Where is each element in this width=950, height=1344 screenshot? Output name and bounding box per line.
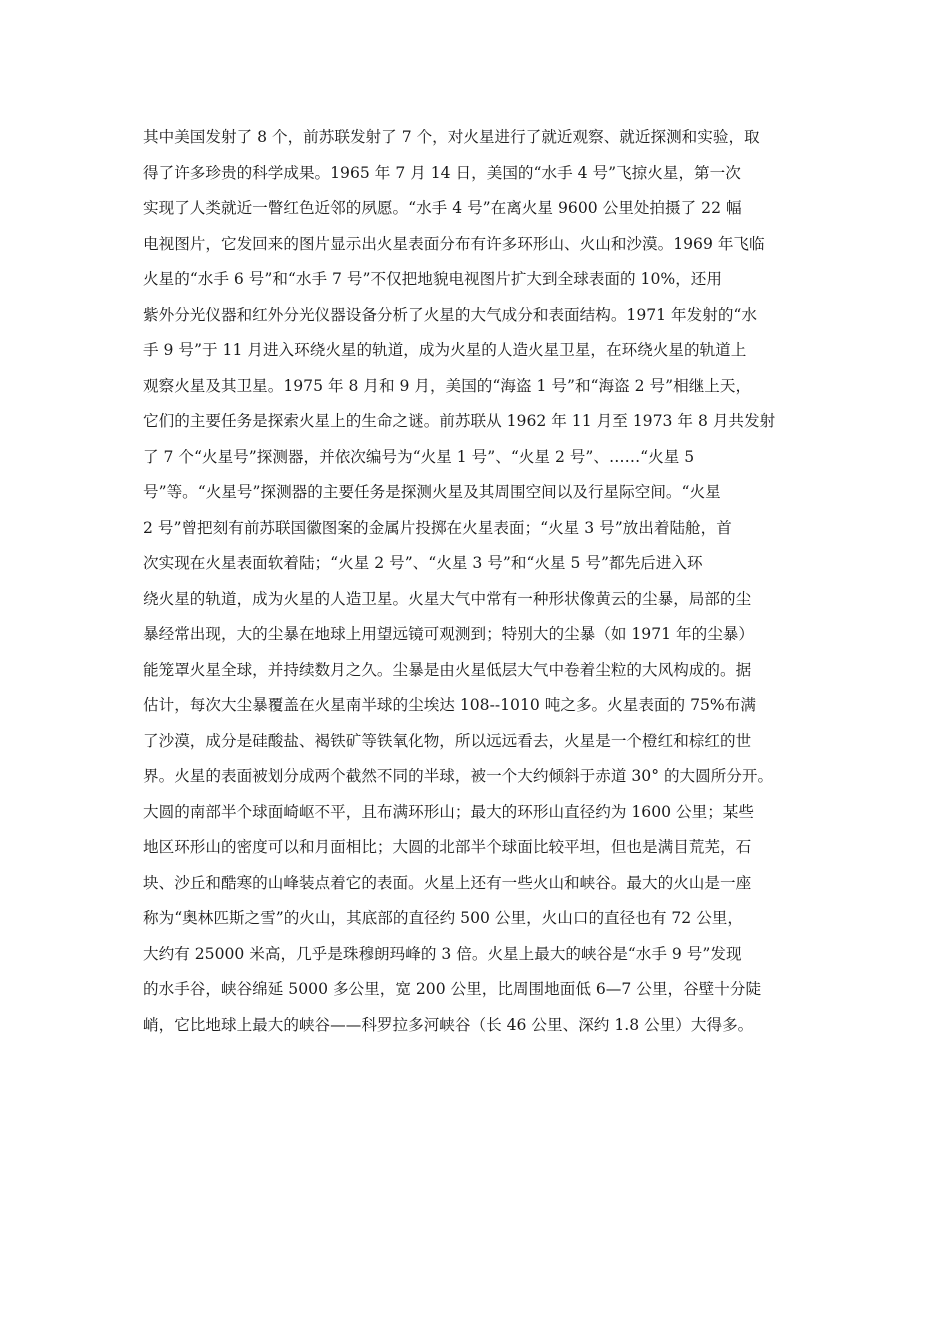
text-line: 绕火星的轨道，成为火星的人造卫星。火星大气中常有一种形状像黄云的尘暴，局部的尘 (143, 589, 752, 608)
text-line: 能笼罩火星全球，并持续数月之久。尘暴是由火星低层大气中卷着尘粒的大风构成的。据 (143, 660, 752, 679)
text-line: 观察火星及其卫星。1975 年 8 月和 9 月，美国的“海盗 1 号”和“海盗 2 号”相继上天， (143, 376, 752, 395)
text-line: 称为“奥林匹斯之雪”的火山，其底部的直径约 500 公里，火山口的直径也有 72 公里， (143, 909, 743, 927)
text-line: 估计，每次大尘暴覆盖在火星南半球的尘埃达 108--1010 吨之多。火星表面的 75%布满 (143, 696, 756, 714)
text-line: 了 7 个“火星号”探测器，并依次编号为“火星 1 号”、“火星 2 号”、……“火星 5 (143, 447, 695, 466)
text-line: 暴经常出现，大的尘暴在地球上用望远镜可观测到；特别大的尘暴（如 1971 年的尘暴） (143, 625, 754, 643)
text-line: 界。火星的表面被划分成两个截然不同的半球，被一个大约倾斜于赤道 30° 的大圆所分开。 (143, 767, 774, 785)
text-line: 2 号”曾把刻有前苏联国徽图案的金属片投掷在火星表面；“火星 3 号”放出着陆舱，首 (143, 518, 732, 537)
text-line: 实现了人类就近一瞥红色近邻的夙愿。“水手 4 号”在离火星 9600 公里处拍摄了 22 幅 (143, 199, 742, 217)
text-line: 号”等。“火星号”探测器的主要任务是探测火星及其周围空间以及行星际空间。“火星 (143, 483, 721, 501)
text-line: 次实现在火星表面软着陆；“火星 2 号”、“火星 3 号”和“火星 5 号”都先后进入环 (143, 554, 703, 572)
text-line: 大约有 25000 米高，几乎是珠穆朗玛峰的 3 倍。火星上最大的峡谷是“水手 9 号”发现 (143, 944, 742, 963)
text-line: 了沙漠，成分是硅酸盐、褐铁矿等铁氧化物，所以远远看去，火星是一个橙红和棕红的世 (143, 731, 752, 750)
text-line: 大圆的南部半个球面崎岖不平，且布满环形山；最大的环形山直径约为 1600 公里；某些 (143, 802, 754, 821)
text-line: 块、沙丘和酷寒的山峰装点着它的表面。火星上还有一些火山和峡谷。最大的火山是一座 (143, 873, 752, 892)
text-line: 电视图片，它发回来的图片显示出火星表面分布有许多环形山、火山和沙漠。1969 年飞临 (143, 234, 765, 253)
body-paragraph (143, 120, 833, 1043)
text-line: 手 9 号”于 11 月进入环绕火星的轨道，成为火星的人造火星卫星，在环绕火星的轨道上 (143, 341, 747, 359)
text-line: 紫外分光仪器和红外分光仪器设备分析了火星的大气成分和表面结构。1971 年发射的“水 (143, 305, 757, 324)
text-line: 峭，它比地球上最大的峡谷——科罗拉多河峡谷（长 46 公里、深约 1.8 公里）大得多。 (143, 1015, 754, 1034)
text-line: 它们的主要任务是探索火星上的生命之谜。前苏联从 1962 年 11 月至 1973 年 8 月共发射 (143, 412, 776, 430)
text-line: 得了许多珍贵的科学成果。1965 年 7 月 14 日，美国的“水手 4 号”飞掠火星，第一次 (143, 163, 741, 182)
text-line: 地区环形山的密度可以和月面相比；大圆的北部半个球面比较平坦，但也是满目荒芜，石 (143, 838, 752, 856)
text-line: 的水手谷，峡谷绵延 5000 多公里，宽 200 公里，比周围地面低 6—7 公里，谷壁十分陡 (143, 980, 762, 998)
text-line: 火星的“水手 6 号”和“水手 7 号”不仅把地貌电视图片扩大到全球表面的 10%，还用 (143, 270, 722, 288)
text-line: 其中美国发射了 8 个，前苏联发射了 7 个，对火星进行了就近观察、就近探测和实验，取 (143, 128, 760, 146)
